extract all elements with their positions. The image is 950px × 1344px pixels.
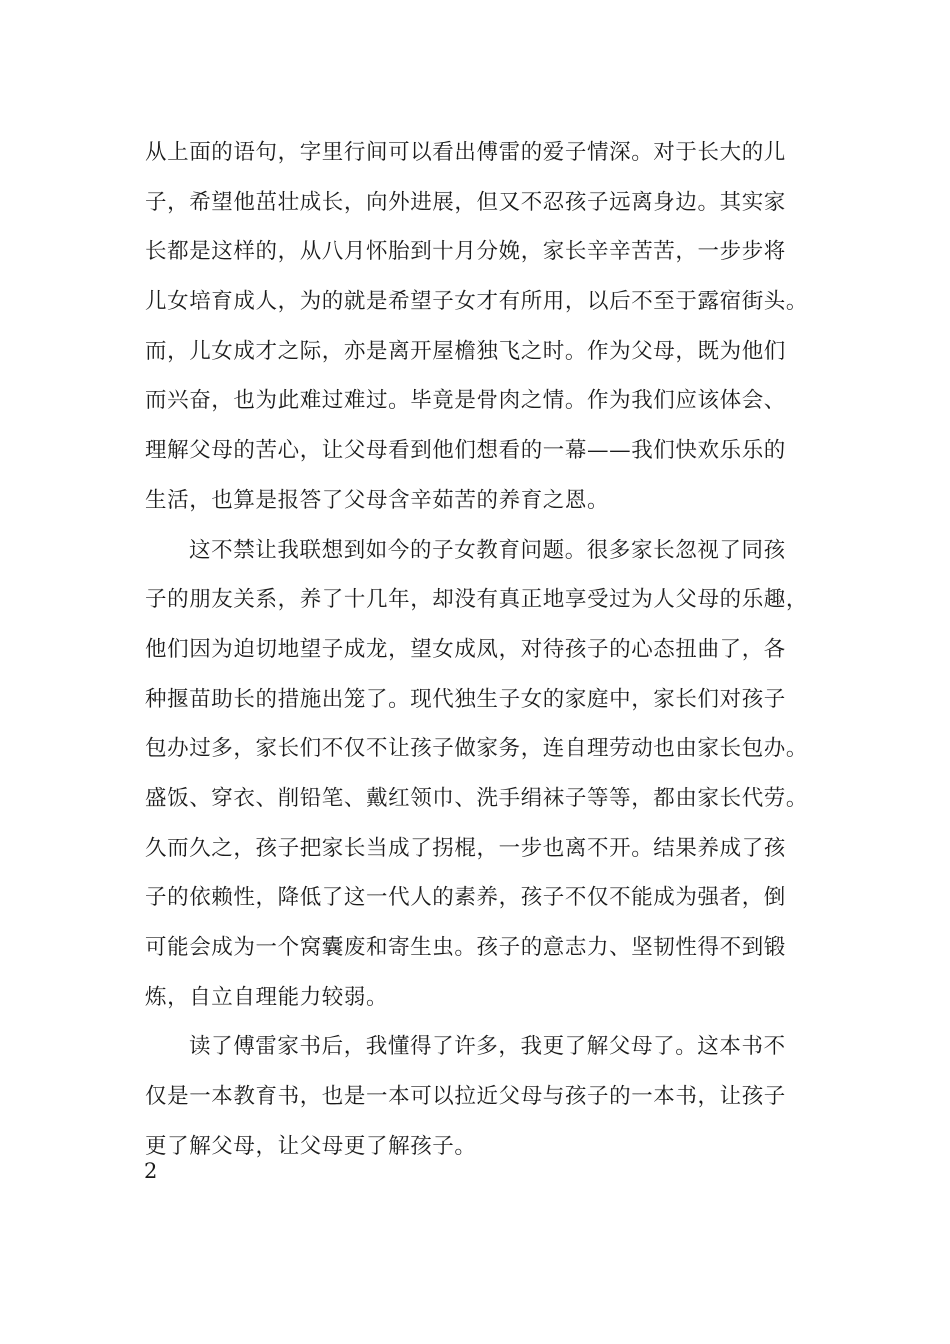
paragraph-line: 更了解父母，让父母更了解孩子。 — [145, 1133, 477, 1159]
paragraph-line: 生活，也算是报答了父母含辛茹苦的养育之恩。 — [145, 487, 610, 513]
paragraph-line: 理解父母的苦心，让父母看到他们想看的一幕——我们快欢乐乐的 — [145, 438, 786, 464]
paragraph-line: 久而久之，孩子把家长当成了拐棍，一步也离不开。结果养成了孩 — [145, 835, 786, 861]
paragraph-line: 盛饭、穿衣、削铅笔、戴红领巾、洗手绢袜子等等，都由家长代劳。 — [145, 785, 809, 811]
paragraph-line: 儿女培育成人，为的就是希望子女才有所用，以后不至于露宿街头。 — [145, 289, 809, 315]
paragraph-line: 读了傅雷家书后，我懂得了许多，我更了解父母了。这本书不 — [189, 1034, 786, 1060]
paragraph-line: 可能会成为一个窝囊废和寄生虫。孩子的意志力、坚韧性得不到锻 — [145, 935, 786, 960]
paragraph-line: 这不禁让我联想到如今的子女教育问题。很多家长忽视了同孩 — [189, 537, 786, 563]
paragraph-2 — [145, 526, 813, 1023]
paragraph-line: 而兴奋，也为此难过难过。毕竟是骨肉之情。作为我们应该体会、 — [145, 388, 786, 414]
paragraph-line: 包办过多，家长们不仅不让孩子做家务，连自理劳动也由家长包办。 — [145, 736, 809, 762]
paragraph-line: 长都是这样的，从八月怀胎到十月分娩，家长辛辛苦苦，一步步将 — [145, 239, 786, 265]
paragraph-3 — [145, 1022, 813, 1171]
paragraph-line: 从上面的语句，字里行间可以看出傅雷的爱子情深。对于长大的儿 — [145, 140, 786, 165]
paragraph-line: 子，希望他茁壮成长，向外进展，但又不忍孩子远离身边。其实家 — [145, 189, 786, 215]
paragraph-line: 子的依赖性，降低了这一代人的素养，孩子不仅不能成为强者，倒 — [145, 885, 786, 911]
document-body — [145, 128, 813, 1171]
paragraph-1 — [145, 128, 813, 526]
page-number: 2 — [144, 1159, 158, 1183]
paragraph-line: 仅是一本教育书，也是一本可以拉近父母与孩子的一本书，让孩子 — [145, 1084, 786, 1110]
paragraph-line: 而，儿女成才之际，亦是离开屋檐独飞之时。作为父母，既为他们 — [145, 338, 786, 364]
paragraph-line: 他们因为迫切地望子成龙，望女成凤，对待孩子的心态扭曲了，各 — [145, 636, 786, 662]
paragraph-line: 炼，自立自理能力较弱。 — [145, 984, 389, 1010]
paragraph-line: 种揠苗助长的措施出笼了。现代独生子女的家庭中，家长们对孩子 — [145, 686, 786, 712]
paragraph-line: 子的朋友关系，养了十几年，却没有真正地享受过为人父母的乐趣， — [145, 587, 809, 613]
